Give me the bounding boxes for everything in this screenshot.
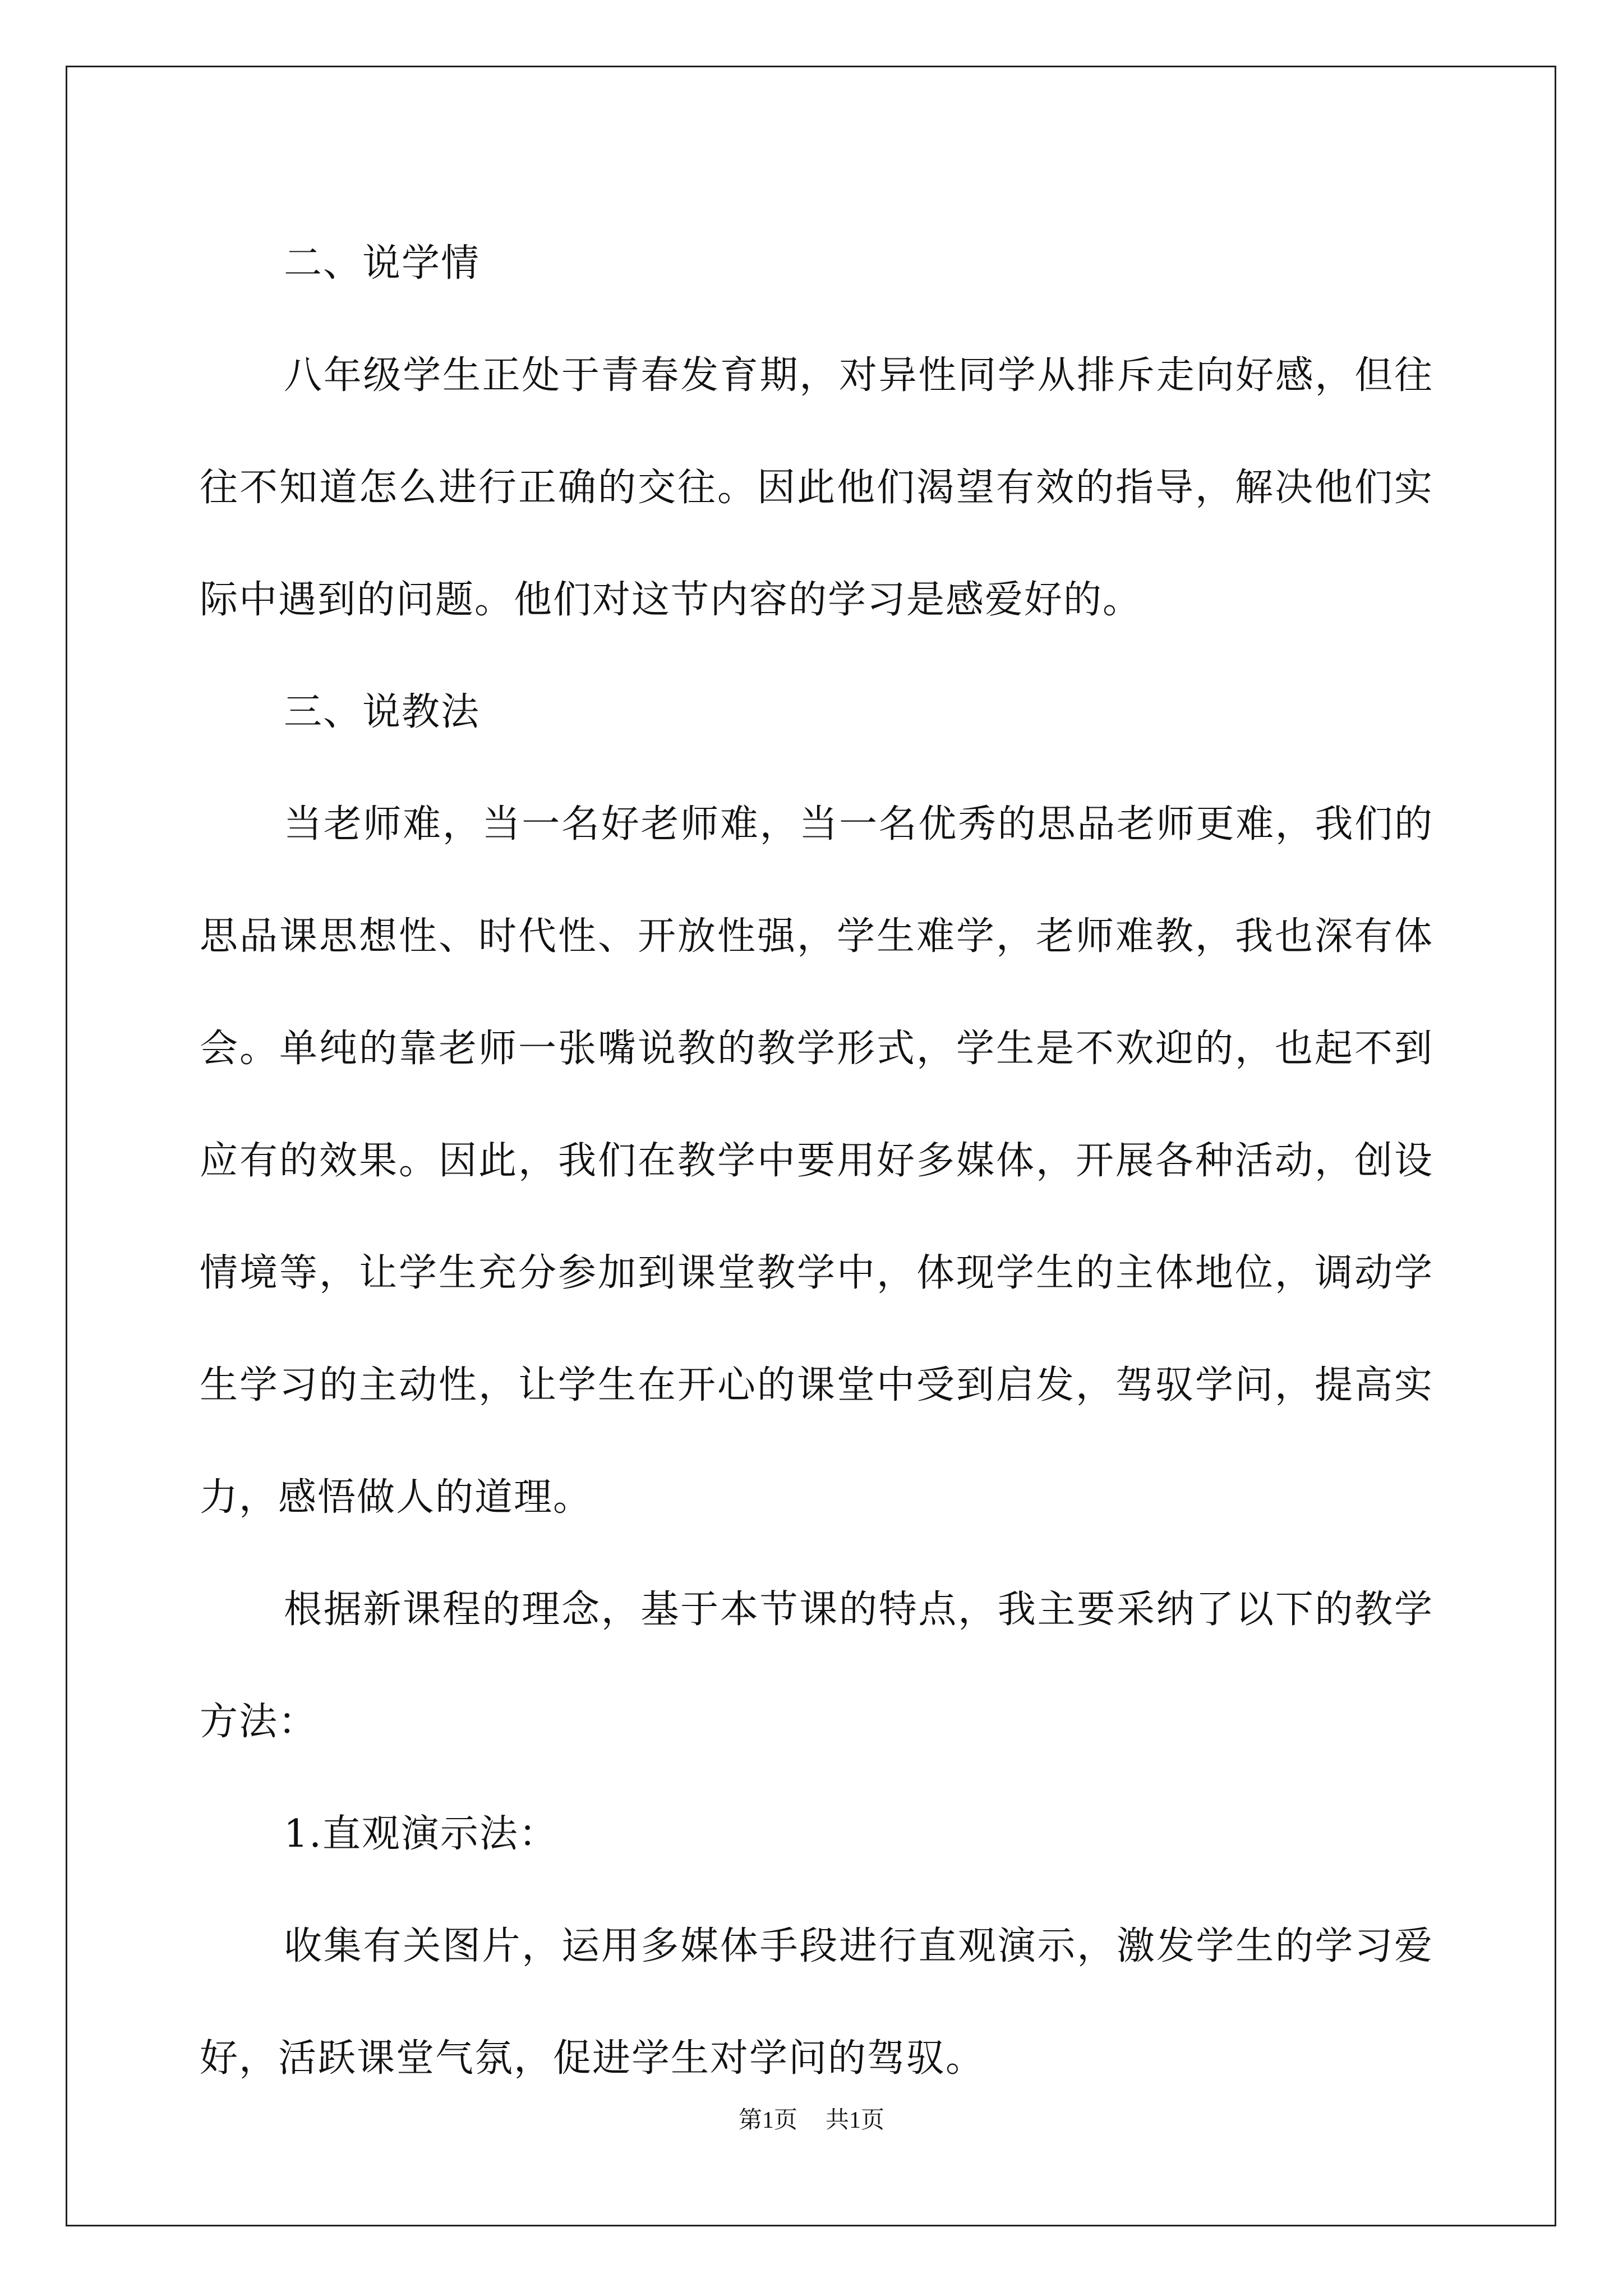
paragraph-method-1: 收集有关图片，运用多媒体手段进行直观演示，激发学生的学习爱好，活跃课堂气氛，促进学生对学问的驾驭。 (200, 1924, 1433, 2081)
heading-method-1: 1.直观演示法： (284, 1812, 558, 1856)
heading-teaching-method: 三、说教法 (284, 690, 481, 734)
page-number-current: 第1页 (738, 2108, 797, 2133)
page-number-total: 共1页 (826, 2108, 885, 2133)
paragraph-student-analysis: 八年级学生正处于青春发育期，对异性同学从排斥走向好感，但往往不知道怎么进行正确的交往。因此他们渴望有效的指导，解决他们实际中遇到的问题。他们对这节内容的学习是感爱好的。 (200, 353, 1433, 622)
paragraph-method-intro: 根据新课程的理念，基于本节课的特点，我主要采纳了以下的教学方法： (200, 1588, 1433, 1744)
page-footer (0, 2104, 1623, 2137)
paragraph-teaching-method: 当老师难，当一名好老师难，当一名优秀的思品老师更难，我们的思品课思想性、时代性、开放性强，学生难学，老师难教，我也深有体会。单纯的靠老师一张嘴说教的教学形式，学生是不欢迎的，也起不到应有的效果。因此，我们在教学中要用好多媒体，开展各种活动，创设情境等，让学生充分参加到课堂教学中，体现学生的主体地位，调动学生学习的主动性，让学生在开心的课堂中受到启发，驾驭学问，提高实力，感悟做人的道理。 (200, 802, 1433, 1520)
heading-student-analysis: 二、说学情 (284, 241, 481, 286)
document-body (200, 208, 1433, 2115)
